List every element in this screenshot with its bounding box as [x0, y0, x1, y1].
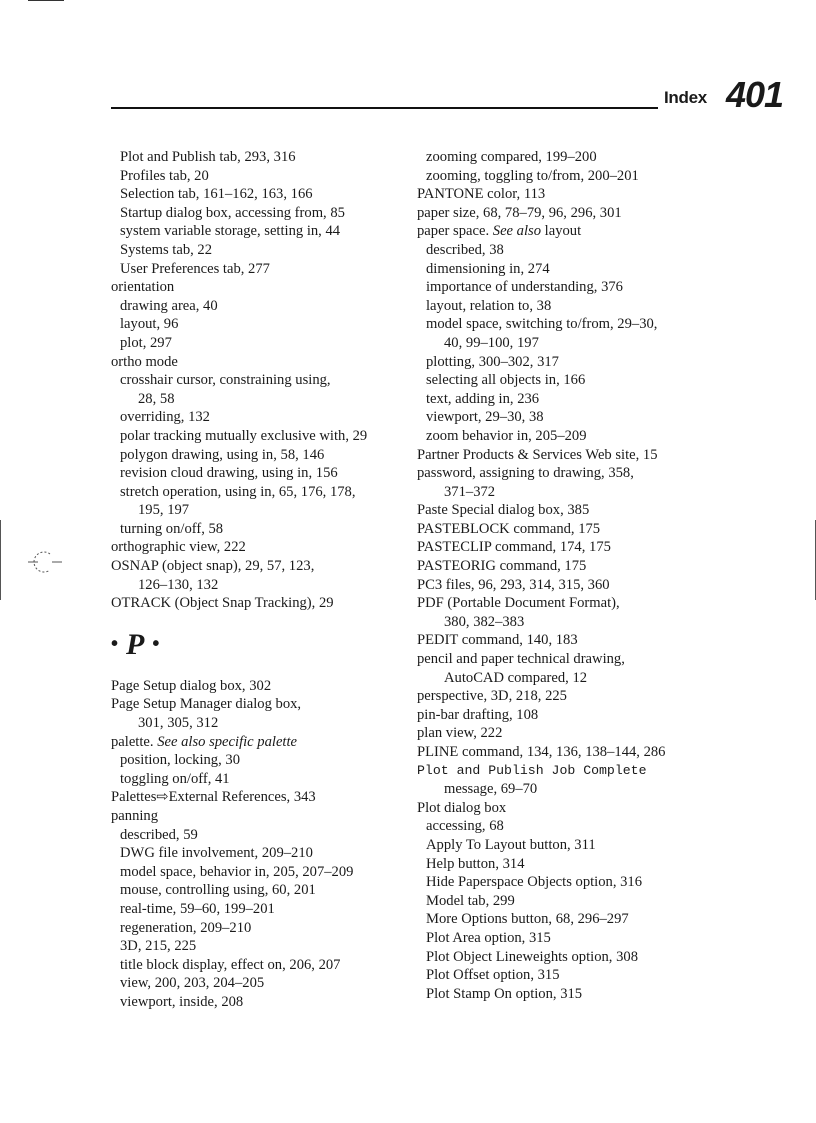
- index-entry-text: polygon drawing, using in, 58, 146: [120, 446, 325, 463]
- index-entry: [417, 464, 717, 483]
- index-entry: [111, 464, 411, 483]
- index-entry: [417, 669, 717, 688]
- registration-mark-icon: [28, 550, 62, 574]
- index-entry-text: Apply To Layout button, 311: [426, 836, 596, 853]
- index-entry: [417, 966, 717, 985]
- index-entry-text: Plot Area option, 315: [426, 929, 551, 946]
- index-entry-text: orientation: [111, 279, 175, 296]
- index-entry-text: panning: [111, 808, 159, 824]
- index-entry: [111, 695, 411, 714]
- index-entry: [417, 743, 717, 762]
- index-entry: [111, 334, 411, 353]
- index-entry: [111, 751, 411, 770]
- index-entry-text: PC3 files, 96, 293, 314, 315, 360: [417, 576, 610, 593]
- index-entry-text: zoom behavior in, 205–209: [426, 427, 587, 444]
- index-entry: [417, 501, 717, 520]
- index-entry: [417, 762, 717, 781]
- index-entry-text: pencil and paper technical drawing,: [417, 651, 625, 668]
- index-entry: [417, 780, 717, 799]
- index-entry-text: 195, 197: [138, 502, 190, 519]
- index-entry-text: text, adding in, 236: [426, 390, 540, 407]
- index-entry: [111, 594, 411, 613]
- index-entry-text: PDF (Portable Document Format),: [417, 595, 620, 612]
- index-entry-text: User Preferences tab, 277: [120, 260, 270, 277]
- index-entry-text: 371–372: [444, 483, 496, 500]
- index-entry-text: selecting all objects in, 166: [426, 372, 586, 389]
- index-entry: [111, 557, 411, 576]
- index-entry: [417, 353, 717, 372]
- index-entry-text: PASTEBLOCK command, 175: [417, 520, 601, 537]
- index-entry-text: title block display, effect on, 206, 207: [120, 956, 341, 973]
- crop-mark-top: [28, 0, 64, 1]
- index-entry-text: model space, behavior in, 205, 207–209: [120, 863, 354, 880]
- index-entry: [417, 408, 717, 427]
- index-entry: [417, 724, 717, 743]
- crop-mark-left: [0, 520, 1, 600]
- index-entry-text: More Options button, 68, 296–297: [426, 911, 629, 928]
- index-entry-text: importance of understanding, 376: [426, 279, 623, 296]
- index-entry: [111, 714, 411, 733]
- index-entry-text: PANTONE color, 113: [417, 186, 546, 203]
- index-column-left: [111, 148, 411, 1012]
- index-entry: [111, 371, 411, 390]
- index-entry: [417, 167, 717, 186]
- index-entry-text: Partner Products & Services Web site, 15: [417, 446, 658, 463]
- index-entry-text: palette.: [111, 733, 154, 750]
- index-entry: [417, 650, 717, 669]
- index-entry: [417, 631, 717, 650]
- index-entry: [417, 799, 717, 818]
- heading-bullet-right: •: [152, 633, 160, 656]
- index-entry-text: paper size, 68, 78–79, 96, 296, 301: [417, 204, 622, 221]
- heading-bullet-left: •: [111, 633, 119, 656]
- index-entry: [111, 844, 411, 863]
- index-entry-text: OSNAP (object snap), 29, 57, 123,: [111, 558, 315, 575]
- index-entry: [417, 278, 717, 297]
- index-entry: [417, 241, 717, 260]
- index-entry-text: plan view, 222: [417, 725, 503, 742]
- index-entry-text: ortho mode: [111, 353, 178, 370]
- index-entry: [111, 900, 411, 919]
- index-entry: [417, 892, 717, 911]
- see-also-reference: See also: [492, 223, 542, 240]
- index-entry-text: 3D, 215, 225: [120, 938, 197, 955]
- index-entry-text: Plot Stamp On option, 315: [426, 985, 583, 1002]
- index-entry: [111, 427, 411, 446]
- index-entry: [111, 446, 411, 465]
- index-entry: [417, 985, 717, 1004]
- index-entry: [417, 260, 717, 279]
- index-entry: [111, 538, 411, 557]
- index-entry: [417, 222, 717, 241]
- index-entry: [111, 390, 411, 409]
- index-entry: [111, 241, 411, 260]
- index-entry: [111, 770, 411, 789]
- index-entry: [111, 520, 411, 539]
- index-entry-text: Startup dialog box, accessing from, 85: [120, 204, 345, 221]
- index-entry-text: layout, 96: [120, 316, 179, 333]
- index-entry: [111, 788, 411, 807]
- index-entry: [417, 557, 717, 576]
- index-entry-text: orthographic view, 222: [111, 539, 246, 556]
- index-entry-text: Selection tab, 161–162, 163, 166: [120, 186, 313, 203]
- index-entry-text: overriding, 132: [120, 409, 210, 426]
- index-entry-text: 28, 58: [138, 390, 175, 407]
- index-entry-text: password, assigning to drawing, 358,: [417, 465, 634, 482]
- index-entry-text: revision cloud drawing, using in, 156: [120, 465, 338, 482]
- index-entry-text: zooming compared, 199–200: [426, 149, 597, 165]
- index-entry: [111, 881, 411, 900]
- index-entry: [417, 948, 717, 967]
- index-entry-text: Help button, 314: [426, 855, 525, 872]
- index-entry-text: Model tab, 299: [426, 892, 515, 909]
- index-entry: [417, 297, 717, 316]
- index-entry-text: 301, 305, 312: [138, 715, 219, 732]
- see-also-target: layout: [544, 223, 582, 240]
- index-entry: [111, 677, 411, 696]
- page-number: 401: [726, 74, 784, 115]
- index-entry: [417, 334, 717, 353]
- index-entry: [417, 576, 717, 595]
- index-entry: [417, 520, 717, 539]
- index-entry-text: 126–130, 132: [138, 576, 219, 593]
- index-entry-text: PLINE command, 134, 136, 138–144, 286: [417, 744, 666, 760]
- index-column-right: [417, 148, 717, 1003]
- index-entry: [417, 390, 717, 409]
- heading-letter: P: [126, 627, 145, 661]
- index-entry-text: DWG file involvement, 209–210: [120, 845, 313, 862]
- index-entry-text: Plot and Publish tab, 293, 316: [120, 149, 296, 165]
- index-entry-text: viewport, 29–30, 38: [426, 409, 544, 426]
- index-entry-text: AutoCAD compared, 12: [444, 669, 588, 686]
- index-entry: [111, 501, 411, 520]
- index-entry: [417, 594, 717, 613]
- index-entry: [417, 204, 717, 223]
- index-entry: [417, 613, 717, 632]
- index-entry-text: paper space.: [417, 223, 490, 240]
- index-entry: [417, 706, 717, 725]
- index-entry: [417, 427, 717, 446]
- index-entry: [417, 371, 717, 390]
- index-entry: [111, 167, 411, 186]
- index-entry-text: PEDIT command, 140, 183: [417, 632, 578, 649]
- index-entry: [417, 817, 717, 836]
- index-entry: [111, 807, 411, 826]
- index-entry: [111, 733, 411, 752]
- section-letter-heading: [111, 613, 411, 677]
- index-entry: [111, 148, 411, 167]
- index-entry-text: zooming, toggling to/from, 200–201: [426, 167, 639, 184]
- index-entry-text: described, 59: [120, 826, 198, 843]
- index-entry: [417, 446, 717, 465]
- index-entry-text: regeneration, 209–210: [120, 919, 252, 936]
- index-entry: [111, 278, 411, 297]
- index-entry-text: plotting, 300–302, 317: [426, 353, 559, 370]
- index-entry-text: real-time, 59–60, 199–201: [120, 900, 275, 917]
- index-entry-text: Page Setup Manager dialog box,: [111, 696, 302, 713]
- index-entry: [111, 260, 411, 279]
- index-entry-text: view, 200, 203, 204–205: [120, 975, 265, 992]
- index-entry-text: 380, 382–383: [444, 613, 525, 630]
- index-entry-text: layout, relation to, 38: [426, 297, 552, 314]
- index-entry-text: plot, 297: [120, 334, 172, 351]
- index-entry: [111, 204, 411, 223]
- index-entry: [417, 538, 717, 557]
- index-entry-text: drawing area, 40: [120, 297, 218, 314]
- index-entry-text: model space, switching to/from, 29–30,: [426, 316, 658, 333]
- index-entry: [111, 919, 411, 938]
- index-entry: [111, 956, 411, 975]
- index-entry: [111, 185, 411, 204]
- index-entry-text: described, 38: [426, 241, 504, 258]
- index-entry: [111, 483, 411, 502]
- index-entry-text: toggling on/off, 41: [120, 770, 230, 787]
- header-rule: [111, 107, 658, 109]
- index-entry-text: mouse, controlling using, 60, 201: [120, 882, 316, 899]
- index-entry-text: Plot dialog box: [417, 799, 507, 816]
- index-entry-text: turning on/off, 58: [120, 520, 224, 537]
- index-entry: [417, 873, 717, 892]
- index-entry: [417, 185, 717, 204]
- index-entry: [111, 993, 411, 1012]
- index-entry-text: viewport, inside, 208: [120, 993, 244, 1010]
- index-entry: [417, 836, 717, 855]
- index-entry-text: Plot Object Lineweights option, 308: [426, 948, 638, 965]
- running-header-title: Index: [664, 88, 707, 107]
- index-entry-text: stretch operation, using in, 65, 176, 178,: [120, 483, 356, 500]
- index-entry-text: Paste Special dialog box, 385: [417, 502, 590, 519]
- index-entry: [111, 576, 411, 595]
- index-entry: [111, 408, 411, 427]
- index-entry: [417, 929, 717, 948]
- index-entry: [111, 353, 411, 372]
- index-entry-text: Profiles tab, 20: [120, 167, 209, 184]
- index-entry-text: crosshair cursor, constraining using,: [120, 372, 331, 389]
- index-entry-text: PASTECLIP command, 174, 175: [417, 539, 611, 556]
- index-entry-text: Hide Paperspace Objects option, 316: [426, 874, 643, 891]
- index-entry: [417, 855, 717, 874]
- index-entry: [111, 222, 411, 241]
- index-entry: [111, 826, 411, 845]
- index-entry: [111, 315, 411, 334]
- index-entry-text: Palettes⇨External References, 343: [111, 789, 316, 806]
- index-entry-text: dimensioning in, 274: [426, 260, 550, 277]
- index-entry-text: PASTEORIG command, 175: [417, 558, 587, 575]
- index-entry-text: position, locking, 30: [120, 752, 240, 769]
- index-entry-text: Systems tab, 22: [120, 241, 213, 258]
- index-entry: [111, 863, 411, 882]
- index-entry-text: message, 69–70: [444, 781, 538, 798]
- index-entry: [111, 937, 411, 956]
- index-entry-text: OTRACK (Object Snap Tracking), 29: [111, 595, 334, 612]
- index-entry-text: perspective, 3D, 218, 225: [417, 688, 567, 705]
- index-entry: [417, 315, 717, 334]
- index-entry-text: polar tracking mutually exclusive with, 29: [120, 427, 368, 444]
- index-entry: [417, 910, 717, 929]
- index-entry-text: accessing, 68: [426, 818, 504, 835]
- see-also-reference: See also specific palette: [157, 733, 298, 750]
- index-entry: [417, 687, 717, 706]
- index-entry-text: Plot Offset option, 315: [426, 967, 560, 984]
- index-entry-text: Page Setup dialog box, 302: [111, 677, 272, 694]
- index-entry: [417, 483, 717, 502]
- index-entry: [111, 974, 411, 993]
- index-entry-text: 40, 99–100, 197: [444, 334, 539, 351]
- index-entry: [111, 297, 411, 316]
- index-entry: [417, 148, 717, 167]
- index-entry-text: pin-bar drafting, 108: [417, 706, 539, 723]
- index-entry-text: Plot and Publish Job Complete: [417, 762, 647, 778]
- index-entry-text: system variable storage, setting in, 44: [120, 223, 341, 240]
